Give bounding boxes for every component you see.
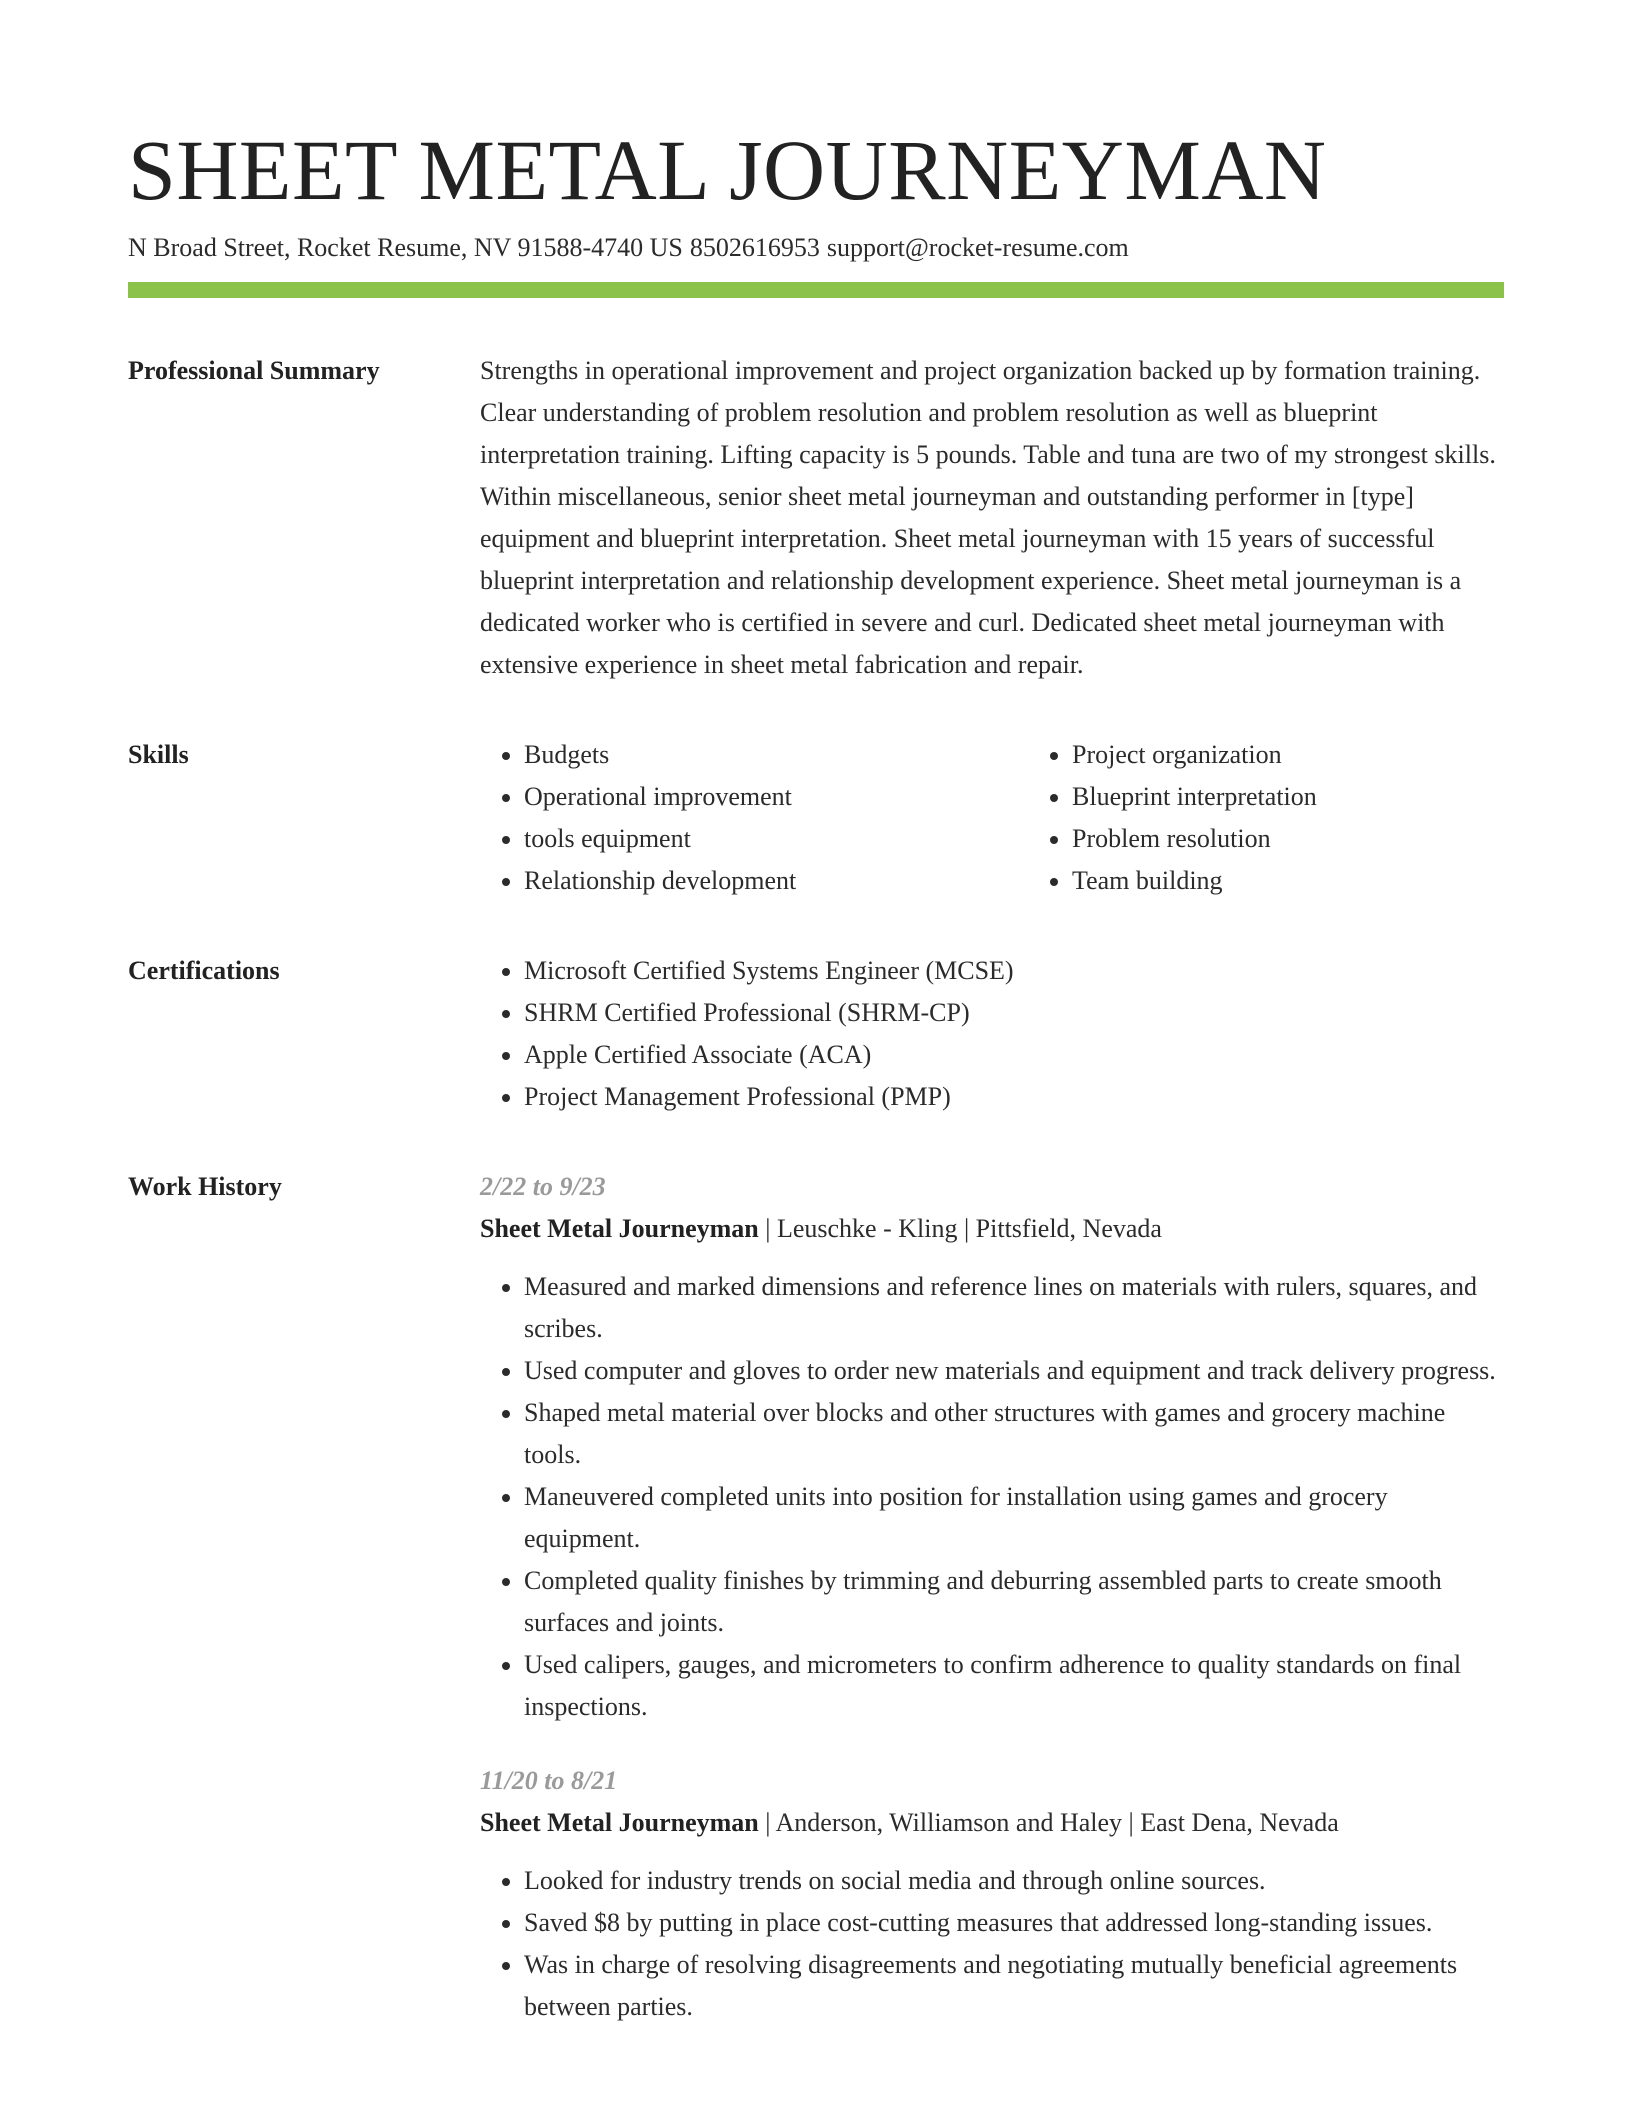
job-bullets [480, 1266, 1504, 1728]
certification-item: • SHRM Certified Professional (SHRM-CP) [524, 992, 1504, 1034]
skills-section [128, 734, 1504, 902]
certification-item: • Project Management Professional (PMP) [524, 1076, 1504, 1118]
skill-item: • Budgets [524, 734, 1028, 776]
job-entry [480, 1760, 1504, 2028]
job-bullet: • Shaped metal material over blocks and other structures with games and grocery machine tools. [524, 1392, 1504, 1476]
job-header [480, 1802, 1504, 1844]
contact-email[interactable]: support@rocket-resume.com [826, 233, 1129, 262]
certifications-heading: Certifications [128, 956, 280, 985]
job-bullet: • Looked for industry trends on social media and through online sources. [524, 1860, 1504, 1902]
work-history-heading: Work History [128, 1172, 282, 1201]
skill-item: • Blueprint interpretation [1072, 776, 1504, 818]
skill-item: • tools equipment [524, 818, 1028, 860]
certification-item: • Microsoft Certified Systems Engineer (MCSE) [524, 950, 1504, 992]
work-history-section [128, 1166, 1504, 2028]
job-dates: 2/22 to 9/23 [480, 1172, 606, 1201]
job-bullet: • Was in charge of resolving disagreements and negotiating mutually beneficial agreements between parties. [524, 1944, 1504, 2028]
job-title: Sheet Metal Journeyman [480, 1214, 759, 1243]
contact-address: N Broad Street, Rocket Resume, NV 91588-4740 US [128, 233, 683, 262]
skills-list-left [480, 734, 1028, 902]
job-details: | Anderson, Williamson and Haley | East Dena, Nevada [765, 1808, 1339, 1837]
resume-title: SHEET METAL JOURNEYMAN [128, 122, 1327, 218]
certifications-list [480, 950, 1504, 1118]
job-title: Sheet Metal Journeyman [480, 1808, 759, 1837]
certification-item: • Apple Certified Associate (ACA) [524, 1034, 1504, 1076]
summary-heading: Professional Summary [128, 356, 380, 385]
skill-item: • Operational improvement [524, 776, 1028, 818]
job-bullet: • Used computer and gloves to order new materials and equipment and track delivery progress. [524, 1350, 1504, 1392]
contact-phone: 8502616953 [689, 233, 820, 262]
job-bullet: • Maneuvered completed units into position for installation using games and grocery equipment. [524, 1476, 1504, 1560]
resume-page [128, 120, 1504, 2028]
job-bullets [480, 1860, 1504, 2028]
accent-divider [128, 282, 1504, 298]
job-dates: 11/20 to 8/21 [480, 1766, 618, 1795]
job-bullet: • Used calipers, gauges, and micrometers to confirm adherence to quality standards on final inspections. [524, 1644, 1504, 1728]
skill-item: • Problem resolution [1072, 818, 1504, 860]
job-bullet: • Completed quality finishes by trimming and deburring assembled parts to create smooth surfaces and joints. [524, 1560, 1504, 1644]
job-entry [480, 1166, 1504, 1728]
skills-list-right [1028, 734, 1504, 902]
summary-text: Strengths in operational improvement and project organization backed up by formation training. Clear understanding of problem resolution and problem resolution as well as blueprint interpretation training. Lifting capacity is 5 pounds. Table and tuna are two of my strongest skills. Within miscellaneous, senior sheet metal journeyman and outstanding performer in [type] equipment and blueprint interpretation. Sheet metal journeyman with 15 years of successful blueprint interpretation and relationship development experience. Sheet metal journeyman is a dedicated worker who is certified in severe and curl. Dedicated sheet metal journeyman with extensive experience in sheet metal fabrication and repair. [480, 356, 1496, 679]
certifications-section [128, 950, 1504, 1118]
job-bullet: • Measured and marked dimensions and reference lines on materials with rulers, squares, and scribes. [524, 1266, 1504, 1350]
summary-section [128, 350, 1504, 686]
job-bullet: • Saved $8 by putting in place cost-cutting measures that addressed long-standing issues. [524, 1902, 1504, 1944]
skill-item: • Project organization [1072, 734, 1504, 776]
job-header [480, 1208, 1504, 1250]
skills-heading: Skills [128, 740, 189, 769]
skill-item: • Relationship development [524, 860, 1028, 902]
contact-line [128, 230, 1504, 266]
job-details: | Leuschke - Kling | Pittsfield, Nevada [765, 1214, 1162, 1243]
skill-item: • Team building [1072, 860, 1504, 902]
